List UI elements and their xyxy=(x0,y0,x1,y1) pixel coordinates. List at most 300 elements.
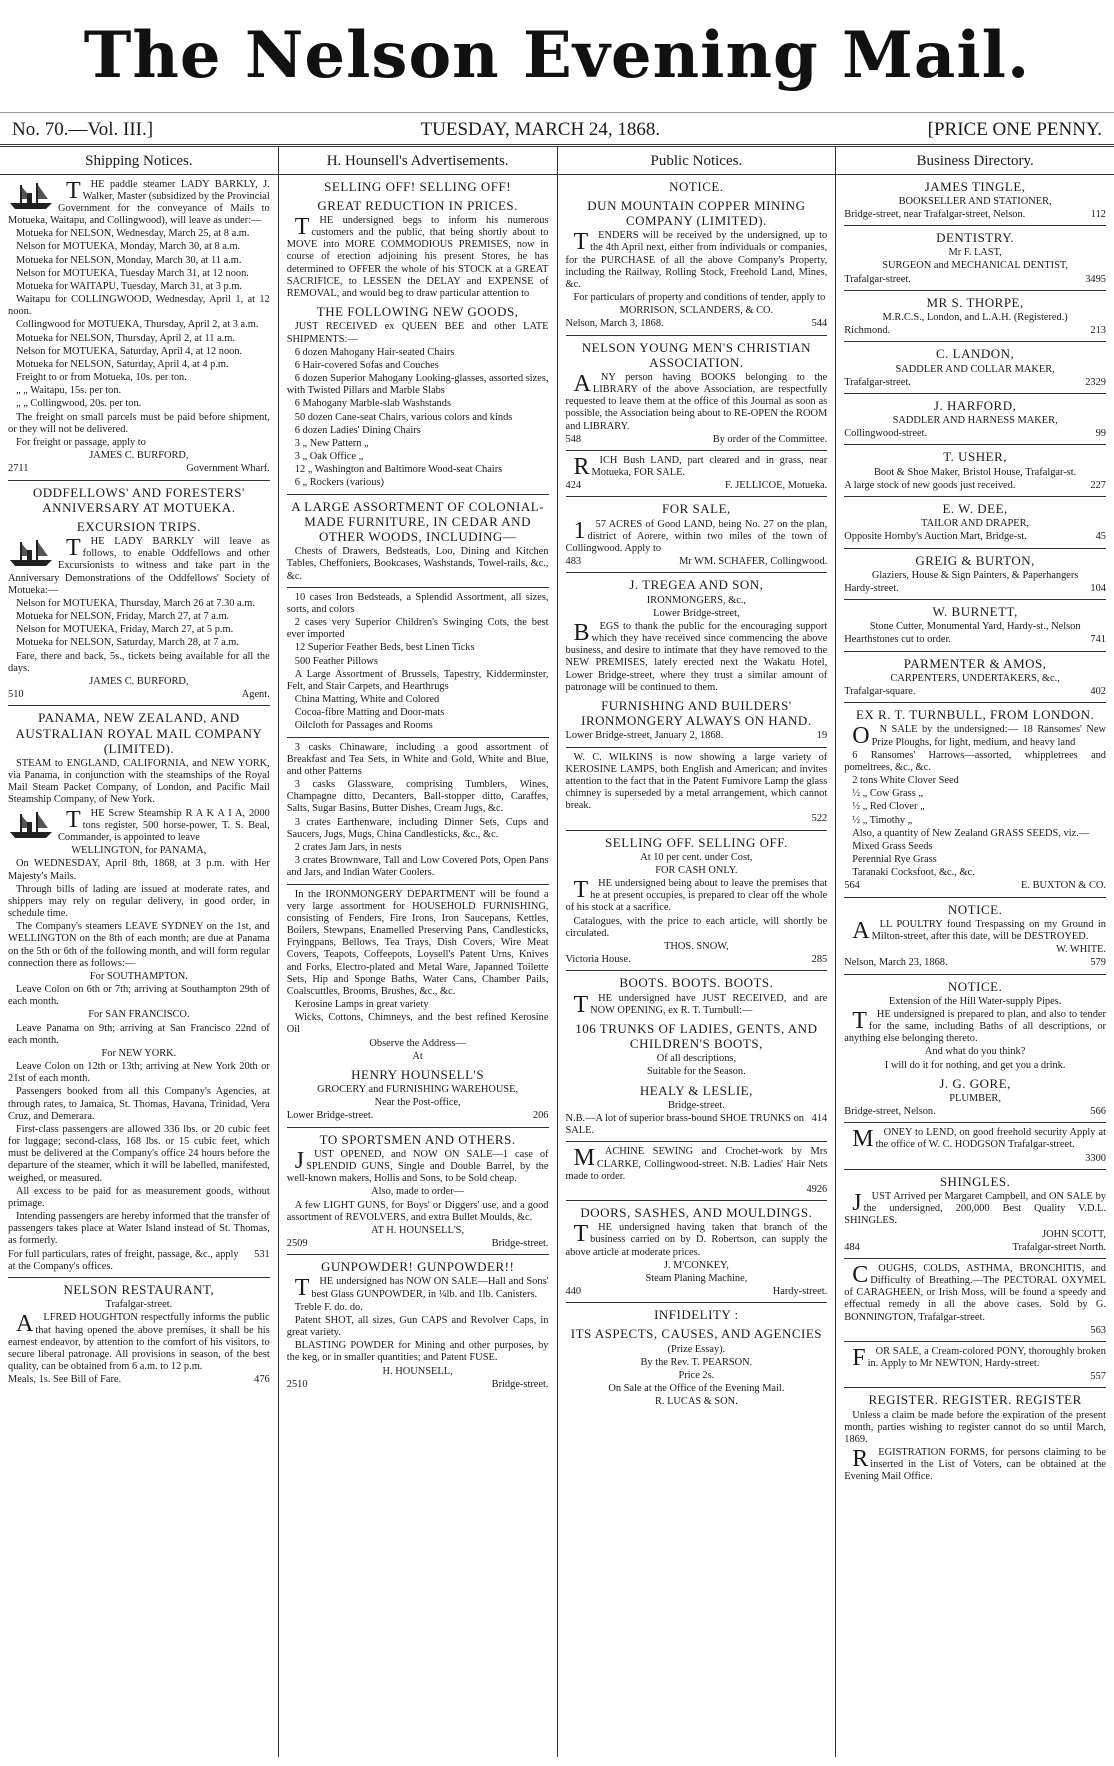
centered-text: GROCERY and FURNISHING WAREHOUSE, xyxy=(317,1084,519,1096)
line-right-text: Bridge-street. xyxy=(491,1378,549,1390)
column-public-notices xyxy=(558,147,837,1757)
paragraph: 6 dozen Ladies' Dining Chairs xyxy=(294,424,421,436)
ad-title: JAMES TINGLE, xyxy=(924,178,1026,194)
paragraph: THE undersigned begs to inform his numerous customers and the public, that being shortly about to MOVE into MORE COMMODIOUS PREMISES, now in course of erection adjoining his present Stores, he has determined to OFFER the whole of his STOCK at a GREAT SACRIFICE, to LESSEN the DELAY and EXPENSE of REMOVAL, and would beg to draw particular attention to xyxy=(286,213,549,299)
divider xyxy=(844,496,1106,497)
paragraph: Perennial Rye Grass xyxy=(852,854,937,866)
paragraph: THE undersigned has NOW ON SALE—Hall and Sons' best Glass GUNPOWDER, in ¼lb. and 1lb. Canisters. xyxy=(294,1275,549,1302)
paragraph: 2 crates Jam Jars, in nests xyxy=(294,841,402,853)
line-right-text: 99 xyxy=(1095,428,1106,440)
signature-line xyxy=(844,1229,1106,1241)
signature-line xyxy=(566,318,828,330)
paragraph: 6 „ Rockers (various) xyxy=(294,477,384,489)
paragraph: THE LADY BARKLY will leave as follows, to enable Oddfellows and other Excursionists to witness and take part in the Anniversary Demonstrations of the Oddfellows' Society of Motueka:— xyxy=(8,535,270,596)
centered-text: Glaziers, House & Sign Painters, & Paperhangers xyxy=(871,569,1079,581)
divider xyxy=(8,480,270,481)
centered-text: Lower Bridge-street, xyxy=(653,607,740,619)
paragraph: COUGHS, COLDS, ASTHMA, BRONCHITIS, and Difficulty of Breathing.—The PECTORAL OXYMEL of CARAGHEEN, or Irish Moss, will be found a speedy and effectual remedy in all the above cases. Sold by G. BONNINGTON, Trafalgar-street. xyxy=(844,1261,1106,1323)
signature-line xyxy=(844,1242,1106,1254)
line-left-text: 424 xyxy=(565,480,582,492)
centered-text: Of all descriptions, xyxy=(656,1053,737,1065)
ad-title: E. W. DEE, xyxy=(942,501,1008,516)
paragraph: ½ „ Timothy „ xyxy=(852,814,913,826)
paragraph: Patent SHOT, all sizes, Gun CAPS and Revolver Caps, in great variety. xyxy=(286,1314,549,1339)
paragraph: 6 dozen Mahogany Hair-seated Chairs xyxy=(294,346,455,358)
line-left-text: N.B.—A lot of superior brass-bound SHOE TRUNKS on SALE. xyxy=(565,1112,805,1137)
line-right-text: 3300 xyxy=(1085,1152,1106,1164)
divider xyxy=(8,1277,270,1278)
centered-text: Trafalgar-street. xyxy=(105,1299,173,1311)
paragraph: Treble F. do. do. xyxy=(294,1301,363,1313)
centered-text: Bridge-street. xyxy=(667,1099,725,1111)
centered-text: By the Rev. T. PEARSON. xyxy=(640,1356,753,1368)
paragraph: Passengers booked from all this Company's Agencies, at through rates, to Jamaica, St. Thomas, Havana, Trinidad, Vera Cruz, and Demerara. xyxy=(8,1086,270,1122)
centered-text: At 10 per cent. under Cost, xyxy=(640,851,753,863)
centered-text: FOR CASH ONLY. xyxy=(655,864,738,876)
line-left-text: Trafalgar-street. xyxy=(844,376,911,388)
ad-title: DOORS, SASHES, AND MOULDINGS. xyxy=(580,1205,813,1221)
paragraph: ANY person having BOOKS belonging to the LIBRARY of the above Association, are respectfully requested to leave them at the office of this Journal as soon as possible, the Association being about to RE-OPEN the ROOM and LIBRARY. xyxy=(565,370,828,432)
centered-text: And what do you think? xyxy=(924,1046,1026,1058)
paragraph: JUST OPENED, and NOW ON SALE—1 case of SPLENDID GUNS, Single and Double Barrel, by the well-known makers, Hollis and Sons, to be Sold cheap. xyxy=(286,1147,549,1185)
line-right-text: Hardy-street. xyxy=(772,1286,828,1298)
paragraph: First-class passengers are allowed 336 lbs. or 20 cubic feet for luggage; second-class, 168 lbs. or 15 cubic feet, which must be delivered at the Company's office 24 hours before the departure of the steamer, which it will be labelled, manifested, weighed, or measured. xyxy=(8,1123,270,1184)
paragraph: Wicks, Cottons, Chimneys, and the best refined Kerosine Oil xyxy=(286,1012,549,1036)
signature-line xyxy=(566,954,828,966)
signature-line xyxy=(566,434,828,446)
ad-title: BOOTS. BOOTS. BOOTS. xyxy=(619,975,774,991)
paragraph: 6 dozen Superior Mahogany Looking-glasses, assorted sizes, with Twisted Pillars and Marble Slabs xyxy=(286,373,549,397)
line-left-text: 564 xyxy=(844,880,860,892)
line-right-text: Trafalgar-street North. xyxy=(1012,1241,1106,1253)
issue-date: TUESDAY, MARCH 24, 1868. xyxy=(420,119,661,140)
centered-text: TAILOR AND DRAPER, xyxy=(921,518,1030,530)
masthead xyxy=(0,0,1114,113)
paragraph: All excess to be paid for as measurement goods, without primage. xyxy=(8,1185,270,1209)
centered-text: BOOKSELLER AND STATIONER, xyxy=(898,195,1052,207)
divider xyxy=(566,335,828,336)
paragraph: 3 „ New Pattern „ xyxy=(294,437,369,449)
line-right-text: 206 xyxy=(532,1110,549,1122)
dateline xyxy=(0,113,1114,147)
ad-title: A LARGE ASSORTMENT OF COLONIAL-MADE FURNITURE, IN CEDAR AND OTHER WOODS, INCLUDING— xyxy=(291,498,545,544)
line-right-text: 544 xyxy=(811,318,828,330)
section-heading: H. Hounsell's Advertisements. xyxy=(279,151,557,175)
line-left-text: Nelson, March 3, 1868. xyxy=(565,318,664,330)
paragraph: Cocoa-fibre Matting and Door-mats xyxy=(294,707,445,719)
paragraph: The Company's steamers LEAVE SYDNEY on the 1st, and WELLINGTON on the 8th of each month; are due at Panama on the 5th or 6th of the following month, and will form regular connection there as follows:— xyxy=(8,921,270,969)
paragraph: Leave Panama on 9th; arriving at San Francisco 22nd of each month. xyxy=(8,1022,270,1046)
centered-text: Also, made to order— xyxy=(371,1186,465,1198)
signature-line xyxy=(287,1238,549,1250)
line-right-text: E. BUXTON & CO. xyxy=(1021,880,1106,892)
line-left-text: A large stock of new goods just received. xyxy=(844,479,1016,491)
line-left-text: 440 xyxy=(565,1286,582,1298)
steamship-icon xyxy=(8,181,54,211)
line-right-text: 531 xyxy=(254,1248,270,1260)
signature-line xyxy=(844,531,1106,543)
paragraph: ALL POULTRY found Trespassing on my Ground in Milton-street, after this date, will be DESTROYED. xyxy=(852,917,1106,944)
paragraph: ON SALE by the undersigned:— 18 Ransomes' New Prize Ploughs, for light, medium, and heavy land xyxy=(852,723,1106,750)
divider xyxy=(844,974,1106,975)
line-right-text: 227 xyxy=(1090,479,1106,491)
signature-line xyxy=(8,1374,270,1386)
line-right-text: F. JELLICOE, Motueka. xyxy=(725,480,828,492)
signature-line xyxy=(566,1113,828,1137)
paragraph: 50 dozen Cane-seat Chairs, various colors and kinds xyxy=(294,411,513,423)
signature-line xyxy=(566,813,828,825)
line-right-text: 104 xyxy=(1090,582,1106,594)
line-left-text: Collingwood-street. xyxy=(844,428,928,440)
signature-line xyxy=(287,1110,549,1122)
divider xyxy=(844,1387,1106,1388)
paragraph: Unless a claim be made before the expiration of the present month, parties wishing to register cannot do so until March, 1869. xyxy=(844,1409,1106,1445)
divider xyxy=(566,1141,828,1142)
paragraph: „ „ Waitapu, 15s. per ton. xyxy=(16,385,122,397)
paragraph: 12 „ Washington and Baltimore Wood-seat Chairs xyxy=(294,464,503,476)
line-left-text: Nelson, March 23, 1868. xyxy=(844,957,948,969)
line-left-text: Bridge-street, Nelson. xyxy=(844,1106,936,1118)
signature-line xyxy=(844,944,1106,956)
paragraph: THE undersigned being about to leave the premises that he at present occupies, is prepared to clear off the whole of his stock at a sacrifice. xyxy=(565,877,828,914)
paragraph: 500 Feather Pillows xyxy=(294,655,378,667)
line-right-text: 557 xyxy=(1090,1371,1106,1383)
ad-title: NELSON YOUNG MEN'S CHRISTIAN ASSOCIATION. xyxy=(581,339,812,370)
signature-line xyxy=(287,1379,549,1391)
signature-line xyxy=(844,634,1106,646)
paragraph: China Matting, White and Colored xyxy=(294,694,440,706)
paragraph: The freight on small parcels must be paid before shipment, or they will not be delivered. xyxy=(8,411,270,435)
centered-text: Extension of the Hill Water-supply Pipes. xyxy=(888,995,1062,1007)
divider xyxy=(287,737,549,738)
divider xyxy=(566,747,828,748)
signature-line xyxy=(844,880,1106,892)
line-right-text: Agent. xyxy=(241,689,270,701)
line-right-text: 3495 xyxy=(1085,273,1106,285)
ad-title: SELLING OFF. SELLING OFF. xyxy=(605,834,788,850)
signature-line xyxy=(8,463,270,475)
divider xyxy=(844,393,1106,394)
line-left-text: 2510 xyxy=(286,1378,308,1390)
ad-title: NOTICE. xyxy=(947,901,1003,917)
line-left-text: Richmond. xyxy=(844,325,891,337)
paragraph: Through bills of lading are issued at moderate rates, and shippers may rely on regular delivery, in good order, in schedule time. xyxy=(8,883,270,920)
paragraph: BLASTING POWDER for Mining and other purposes, by the keg, or in smaller quantities; and Patent FUSE. xyxy=(286,1340,549,1364)
signature-line xyxy=(8,1249,270,1273)
centered-text: Observe the Address— xyxy=(369,1037,466,1049)
centered-text: For NEW YORK. xyxy=(101,1047,177,1059)
signature-line xyxy=(844,377,1106,389)
paragraph: On WEDNESDAY, April 8th, 1868, at 3 p.m. with Her Majesty's Mails. xyxy=(8,858,270,882)
paragraph: THE Screw Steamship R A K A I A, 2000 tons register, 500 horse-power, T. S. Beal, Commander, is appointed to leave xyxy=(58,806,270,843)
ad-title: DENTISTRY. xyxy=(936,230,1015,246)
divider xyxy=(287,494,549,495)
centered-text: AT H. HOUNSELL'S, xyxy=(371,1224,465,1236)
divider xyxy=(287,587,549,588)
line-right-text: 213 xyxy=(1090,325,1106,337)
line-left-text: Meals, 1s. See Bill of Fare. xyxy=(8,1374,122,1386)
ad-title: J. HARFORD, xyxy=(933,397,1017,413)
line-left-text: 2509 xyxy=(286,1238,308,1250)
line-left-text: Lower Bridge-street. xyxy=(286,1110,374,1122)
centered-text: I will do it for nothing, and get you a drink. xyxy=(884,1059,1066,1071)
paragraph: Catalogues, with the price to each article, will shortly be circulated. xyxy=(565,915,828,939)
paragraph: 3 casks Chinaware, including a good assortment of Breakfast and Tea Sets, in White and Gold, White and Blue, and other Patterns xyxy=(286,741,549,777)
divider xyxy=(566,830,828,831)
paragraph: Taranaki Cocksfoot, &c., &c. xyxy=(852,867,975,879)
paragraph: THE undersigned have JUST RECEIVED, and are NOW OPENING, ex R. T. Turnbull:— xyxy=(573,991,828,1018)
centered-text: JAMES C. BURFORD, xyxy=(89,676,189,687)
ad-title: PARMENTER & AMOS, xyxy=(903,655,1047,671)
paragraph: 12 Superior Feather Beds, best Linen Ticks xyxy=(294,642,475,654)
ad-title: J. TREGEA AND SON, xyxy=(629,577,764,593)
paragraph: Leave Colon on 6th or 7th; arriving at Southampton 29th of each month. xyxy=(8,984,270,1008)
signature-line xyxy=(844,274,1106,286)
centered-text: For SOUTHAMPTON. xyxy=(89,970,188,982)
paragraph: BEGS to thank the public for the encouraging support which they have received since commencing the above business, and desire to intimate that they have removed to the NEW PREMISES, lately erected next the Wakatu Hotel, Lower Bridge-street, where they trust a similar amount of patronage will be continued to them. xyxy=(565,619,828,693)
signature-line xyxy=(566,556,828,568)
paragraph: ½ „ Red Clover „ xyxy=(852,801,925,813)
paragraph: Mixed Grass Seeds xyxy=(852,840,933,852)
centered-text: Boot & Shoe Maker, Bristol House, Trafalgar-st. xyxy=(873,466,1077,478)
divider xyxy=(566,450,828,451)
divider xyxy=(287,1254,549,1255)
centered-text: Mr F. LAST, xyxy=(948,247,1002,259)
paragraph: 3 crates Brownware, Tall and Low Covered Pots, Open Pans and Jars, and Indian Water Coolers. xyxy=(286,855,549,879)
line-left-text: 548 xyxy=(565,433,582,445)
line-right-text: 402 xyxy=(1090,686,1106,698)
paragraph: Motueka for NELSON, Monday, March 30, at 11 a.m. xyxy=(16,254,242,266)
signature-line xyxy=(844,957,1106,969)
paragraph: „ „ Collingwood, 20s. per ton. xyxy=(16,398,142,410)
ad-title: EX R. T. TURNBULL, FROM LONDON. xyxy=(855,707,1095,723)
ad-title: ODDFELLOWS' AND FORESTERS' ANNIVERSARY AT MOTUEKA. xyxy=(32,484,245,515)
ad-title: DUN MOUNTAIN COPPER MINING COMPANY (LIMITED). xyxy=(587,197,806,228)
paragraph: MACHINE SEWING and Crochet-work by Mrs CLARKE, Collingwood-street. N.B. Ladies' Hair Nets made to order. xyxy=(565,1145,828,1182)
ad-title: ITS ASPECTS, CAUSES, AND AGENCIES xyxy=(570,1326,823,1342)
paragraph: Also, a quantity of New Zealand GRASS SEEDS, viz.— xyxy=(852,827,1090,839)
line-right-text: 476 xyxy=(254,1374,270,1386)
divider xyxy=(844,341,1106,342)
divider xyxy=(844,651,1106,652)
line-right-text: 19 xyxy=(816,730,828,742)
ad-title: 106 TRUNKS OF LADIES, GENTS, AND CHILDREN'S BOOTS, xyxy=(575,1020,818,1052)
signature-line xyxy=(844,1153,1106,1165)
paragraph: THE undersigned having taken that branch of the business carried on by D. Robertson, can supply the above article at moderate prices. xyxy=(565,1221,828,1258)
line-left-text: 2711 xyxy=(8,463,29,475)
paragraph: Fare, there and back, 5s., tickets being available for all the days. xyxy=(8,650,270,674)
paragraph: THE paddle steamer LADY BARKLY, J. Walker, Master (subsidized by the Provincial Government for the conveyance of Mails to Motueka, Waitapu, and Collingwood), will leave as under:— xyxy=(8,177,270,227)
ad-title: C. LANDON, xyxy=(935,346,1015,362)
paragraph: STEAM to ENGLAND, CALIFORNIA, and NEW YORK, via Panama, in conjunction with the steamships of the Royal Mail Steam Packet Company, of London, and Pacific Mail Steamship Company, of New York. xyxy=(8,757,270,806)
centered-text: Price 2s. xyxy=(678,1370,715,1381)
paragraph: Nelson for MOTUEKA, Tuesday March 31, at 12 noon. xyxy=(16,267,249,279)
paragraph: Collingwood for MOTUEKA, Thursday, April 2, at 3 a.m. xyxy=(16,319,259,331)
divider xyxy=(844,897,1106,898)
ad-title: FURNISHING AND BUILDERS' IRONMONGERY ALWAYS ON HAND. xyxy=(581,697,812,729)
paragraph: Nelson for MOTUEKA, Friday, March 27, at 5 p.m. xyxy=(16,624,234,636)
signature-line xyxy=(844,1106,1106,1118)
newspaper-title: The Nelson Evening Mail. xyxy=(83,17,1031,93)
paragraph: JUST Arrived per Margaret Campbell, and ON SALE by the undersigned, 200,000 Best Quality V.D.L. SHINGLES. xyxy=(844,1190,1106,1227)
divider xyxy=(287,884,549,885)
column-business-directory xyxy=(836,147,1114,1757)
line-left-text: For full particulars, rates of freight, passage, &c., apply at the Company's offices. xyxy=(8,1248,239,1272)
divider xyxy=(844,1122,1106,1123)
line-right-text: 579 xyxy=(1090,957,1106,969)
ad-title: HEALY & LESLIE, xyxy=(639,1082,753,1098)
line-right-text: 741 xyxy=(1090,634,1106,646)
steamship-icon xyxy=(8,538,54,568)
centered-text: Suitable for the Season. xyxy=(647,1066,746,1078)
divider xyxy=(844,599,1106,600)
steamship-icon xyxy=(8,810,54,840)
centered-text: Stone Cutter, Monumental Yard, Hardy-st., Nelson xyxy=(869,621,1081,633)
line-left-text: Hardy-street. xyxy=(844,582,899,594)
centered-text: At xyxy=(412,1050,423,1062)
line-left-text: Lower Bridge-street, January 2, 1868. xyxy=(565,730,724,742)
paragraph: W. C. WILKINS is now showing a large variety of KEROSINE LAMPS, both English and American; and invites attention to the fact that in the Patent Fumivore Lamp the glass chimney is superseded by a metal arrangement, which cannot break. xyxy=(565,751,828,812)
line-right-text: 566 xyxy=(1090,1106,1106,1118)
line-right-text: Mr WM. SCHAFER, Collingwood. xyxy=(679,556,828,568)
paragraph: Nelson for MOTUEKA, Saturday, April 4, at 12 noon. xyxy=(16,345,243,357)
ad-title: T. USHER, xyxy=(943,449,1008,465)
line-left-text: 484 xyxy=(844,1241,860,1253)
divider xyxy=(566,572,828,573)
issue-number: No. 70.—Vol. III.] xyxy=(12,119,154,140)
paragraph: Freight to or from Motueka, 10s. per ton. xyxy=(16,372,187,384)
divider xyxy=(844,1169,1106,1170)
paragraph: Motueka for NELSON, Saturday, April 4, at 4 p.m. xyxy=(16,358,229,370)
paragraph: FOR SALE, a Cream-colored PONY, thoroughly broken in. Apply to Mr NEWTON, Hardy-street. xyxy=(852,1344,1106,1371)
centered-text: Steam Planing Machine, xyxy=(645,1272,748,1284)
ad-title: TO SPORTSMEN AND OTHERS. xyxy=(319,1131,516,1147)
line-right-text: 4926 xyxy=(806,1183,828,1195)
centered-text: THOS. SNOW, xyxy=(664,940,729,952)
divider xyxy=(844,1341,1106,1342)
signature-line xyxy=(844,480,1106,492)
line-right-text: 414 xyxy=(811,1112,828,1124)
signature-line xyxy=(844,583,1106,595)
line-left-text: Trafalgar-square. xyxy=(844,686,916,698)
paragraph: For particulars of property and conditions of tender, apply to xyxy=(573,292,826,304)
paragraph: 2 cases very Superior Children's Swinging Cots, the best ever imported xyxy=(286,617,549,641)
paragraph: 6 Ransomes' Harrows—assorted, whippletrees and pomeltrees, &c., &c. xyxy=(844,749,1106,773)
signature-line xyxy=(844,209,1106,221)
paragraph: THE undersigned is prepared to plan, and also to tender for the same, including Baths of all descriptions, or anything else belonging thereto. xyxy=(844,1007,1106,1045)
ad-title: W. BURNETT, xyxy=(932,604,1018,620)
centered-text: SADDLER AND HARNESS MAKER, xyxy=(892,415,1058,427)
ad-title: SHINGLES. xyxy=(939,1173,1011,1189)
divider xyxy=(566,496,828,497)
line-left-text: Trafalgar-street. xyxy=(844,273,911,285)
ad-title: GREAT REDUCTION IN PRICES. xyxy=(317,197,518,213)
paragraph: ½ „ Cow Grass „ xyxy=(852,788,923,800)
paragraph: For freight or passage, apply to xyxy=(16,436,146,448)
divider xyxy=(844,225,1106,226)
centered-text: CARPENTERS, UNDERTAKERS, &c., xyxy=(890,672,1060,684)
divider xyxy=(566,1200,828,1201)
paragraph: MONEY to LEND, on good freehold security Apply at the office of W. C. HODGSON Trafalgar-street. xyxy=(852,1126,1106,1153)
line-left-text: Victoria House. xyxy=(565,954,631,966)
ad-title: THE FOLLOWING NEW GOODS, xyxy=(316,304,519,320)
ad-title: HENRY HOUNSELL'S xyxy=(351,1066,485,1082)
paragraph: Motueka for WAITAPU, Tuesday, March 31, at 3 p.m. xyxy=(16,280,243,292)
centered-text: Near the Post-office, xyxy=(374,1097,461,1109)
section-heading: Shipping Notices. xyxy=(0,151,278,175)
line-right-text: 522 xyxy=(811,813,828,825)
section-heading: Public Notices. xyxy=(558,151,836,175)
section-heading: Business Directory. xyxy=(836,151,1114,175)
centered-text: For SAN FRANCISCO. xyxy=(88,1009,190,1021)
paragraph: Waitapu for COLLINGWOOD, Wednesday, April 1, at 12 noon. xyxy=(8,294,270,318)
ad-title: GREIG & BURTON, xyxy=(915,552,1035,568)
line-right-text: 2329 xyxy=(1085,376,1106,388)
ad-title: NELSON RESTAURANT, xyxy=(63,1282,215,1297)
centered-text: M.R.C.S., London, and L.A.H. (Registered.) xyxy=(882,312,1068,324)
signature-line xyxy=(844,325,1106,337)
paragraph: Intending passengers are hereby informed that the transfer of passengers takes place at Water Island instead of St. Thomas, as formerly. xyxy=(8,1211,270,1247)
line-right-text: JOHN SCOTT, xyxy=(1042,1228,1106,1240)
centered-text: R. LUCAS & SON. xyxy=(654,1396,738,1408)
line-left-text: Hearthstones cut to order. xyxy=(844,634,952,646)
ad-title: J. G. GORE, xyxy=(939,1075,1011,1091)
signature-line xyxy=(844,1325,1106,1337)
ad-title: MR S. THORPE, xyxy=(926,294,1024,310)
signature-line xyxy=(844,1371,1106,1383)
divider xyxy=(8,705,270,706)
ad-title: FOR SALE, xyxy=(661,501,731,517)
signature-line xyxy=(566,730,828,742)
centered-text: On Sale at the Office of the Evening Mail. xyxy=(608,1383,785,1395)
paragraph: In the IRONMONGERY DEPARTMENT will be found a very large assortment for HOUSEHOLD FURNISHING, consisting of Fenders, Fire Irons, Iron Saucepans, Kettles, Boilers, Stewpans, Enamelled Preserving Pans, Candlesticks, Fryingpans, Bellows, Tea Trays, Dish Covers, Wire Meat Covers, Teapots, Coffeepots, Loysell's Patent Urns, Knives and Forks, Electro-plated and Metal Ware, Japanned Toilette Sets, Hip and Sponge Baths, Water Cans, Chamber Pails, Coalscuttles, Brooms, Brushes, &c., &c. xyxy=(286,888,549,997)
paragraph: 3 casks Glassware, comprising Tumblers, Wines, Champagne ditto, Decanters, Ball-stopper ditto, Caraffes, Salts, Sugar Basins, Butter Dishes, Cream Jugs, &c. xyxy=(286,779,549,815)
paragraph: JUST RECEIVED ex QUEEN BEE and other LATE SHIPMENTS:— xyxy=(286,321,549,345)
line-right-text: Government Wharf. xyxy=(186,463,270,475)
paragraph: ALFRED HOUGHTON respectfully informs the public that having opened the above premises, it shall be his earnest endeavor, by attention to the comfort of his visitors, to secure liberal patronage. All provisions in season, of the best quality, can be obtained from 6 a.m. to 12 p.m. xyxy=(8,1311,270,1373)
centered-text: H. HOUNSELL, xyxy=(382,1365,453,1377)
issue-price: [PRICE ONE PENNY. xyxy=(927,119,1102,140)
divider xyxy=(844,548,1106,549)
line-left-text: Opposite Hornby's Auction Mart, Bridge-st. xyxy=(844,531,1027,543)
ad-title: GUNPOWDER! GUNPOWDER!! xyxy=(320,1259,515,1275)
ad-title: SELLING OFF! SELLING OFF! xyxy=(324,178,512,194)
line-left-text: Bridge-street, near Trafalgar-street, Nelson. xyxy=(844,208,1026,220)
line-right-text: 285 xyxy=(811,954,828,966)
centered-text: (Prize Essay). xyxy=(667,1343,726,1355)
paragraph: Chests of Drawers, Bedsteads, Loo, Dining and Kitchen Tables, Cheffoniers, Bookcases, Washstands, Towel-rails, &c., &c. xyxy=(286,546,549,582)
line-right-text: 45 xyxy=(1095,531,1106,543)
paragraph: Motueka for NELSON, Saturday, March 28, at 7 a.m. xyxy=(16,637,239,649)
centered-text: MORRISON, SCLANDERS, & CO. xyxy=(619,305,774,317)
divider xyxy=(566,1302,828,1303)
paragraph: 3 „ Oak Office „ xyxy=(294,451,364,463)
ad-title: PANAMA, NEW ZEALAND, AND AUSTRALIAN ROYAL MAIL COMPANY (LIMITED). xyxy=(15,710,263,756)
line-right-text: W. WHITE. xyxy=(1056,944,1106,956)
paragraph: Motueka for NELSON, Friday, March 27, at 7 a.m. xyxy=(16,611,230,623)
signature-line xyxy=(844,428,1106,440)
paragraph: Kerosine Lamps in great variety xyxy=(294,999,429,1011)
paragraph: Nelson for MOTUEKA, Thursday, March 26 at 7.30 a.m. xyxy=(16,597,255,609)
paragraph: Oilcloth for Passages and Rooms xyxy=(294,720,433,732)
signature-line xyxy=(844,686,1106,698)
line-left-text: 483 xyxy=(565,556,582,568)
centered-text: IRONMONGERS, &c., xyxy=(646,594,747,606)
paragraph: 6 Hair-covered Sofas and Couches xyxy=(294,359,439,371)
ad-title: NOTICE. xyxy=(947,978,1003,994)
divider xyxy=(287,1127,549,1128)
centered-text: JAMES C. BURFORD, xyxy=(89,450,189,462)
